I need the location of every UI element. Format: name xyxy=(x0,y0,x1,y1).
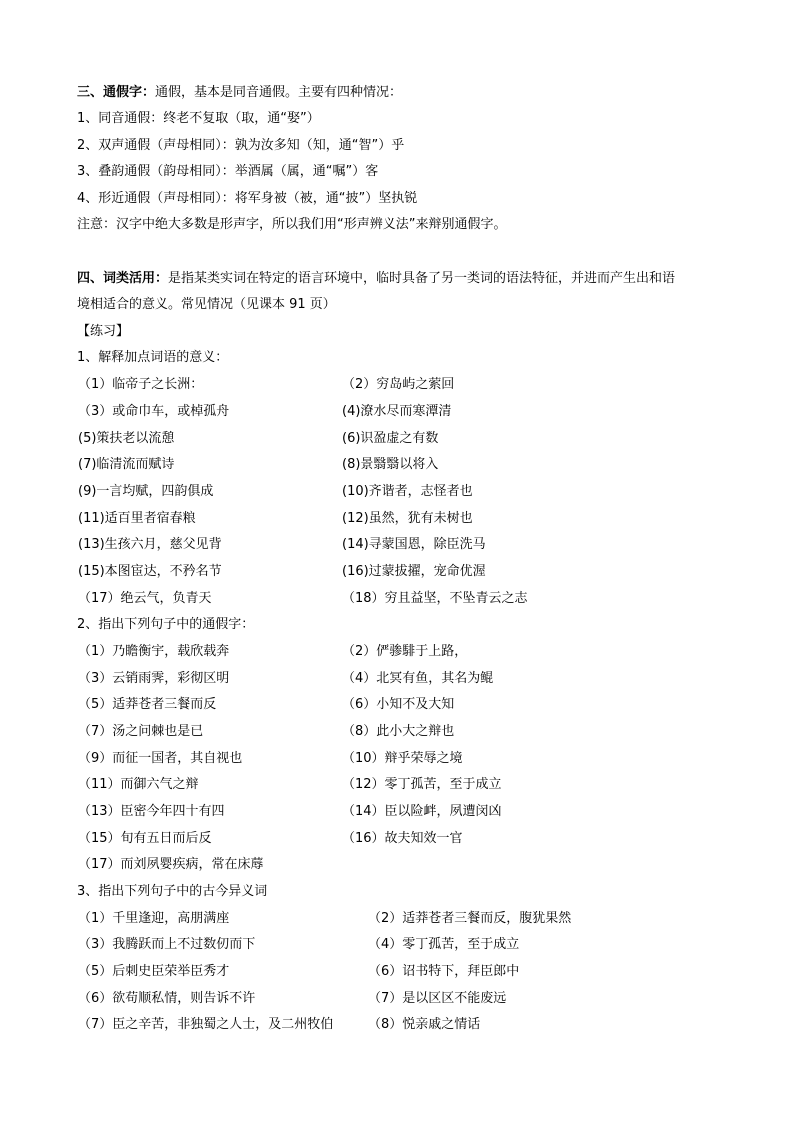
ex1-item: (4)潦水尽而寒潭清 xyxy=(342,404,452,419)
ex1-item: (5)策扶老以流憩 xyxy=(78,431,175,446)
ex3-item: （5）后刺史臣荣举臣秀才 xyxy=(78,964,230,979)
ex1-row xyxy=(0,403,794,421)
ex1-item: （3）或命巾车，或棹孤舟 xyxy=(78,404,230,419)
ex1-item: (16)过蒙拔擢，宠命优渥 xyxy=(342,564,486,579)
ex2-item: （5）适莽苍者三餐而反 xyxy=(78,697,217,712)
ex2-item: （17）而刘夙婴疾病，常在床蓐 xyxy=(78,857,264,872)
ex2-item: （3）云销雨霁，彩彻区明 xyxy=(78,671,230,686)
ex2-item: （1）乃瞻衡宇，载欣载奔 xyxy=(78,644,230,659)
ex1-item: (10)齐谐者，志怪者也 xyxy=(342,484,473,499)
ex2-item: （8）此小大之辩也 xyxy=(342,724,455,739)
section-4-heading: 四、词类活用： xyxy=(77,271,169,286)
ex2-item: （2）俨骖騑于上路， xyxy=(342,644,468,659)
ex2-item: （4）北冥有鱼，其名为鲲 xyxy=(342,671,494,686)
ex1-item: (15)本图宦达，不矜名节 xyxy=(78,564,222,579)
ex2-item: （14）臣以险衅，夙遭闵凶 xyxy=(342,804,502,819)
ex3-item: （7）是以区区不能废远 xyxy=(368,991,507,1006)
ex3-row xyxy=(0,1016,794,1034)
ex1-item: (14)寻蒙国恩，除臣洗马 xyxy=(342,537,486,552)
ex3-item: （6）欲苟顺私情，则告诉不许 xyxy=(78,991,256,1006)
ex2-row xyxy=(0,670,794,688)
section-4-intro-1: 是指某类实词在特定的语言环境中，临时具备了另一类词的语法特征，并进而产生出和语 xyxy=(168,271,676,286)
ex3-item: （3）我腾跃而上不过数仞而下 xyxy=(78,937,256,952)
section-3-note: 注意：汉字中绝大多数是形声字，所以我们用“形声辨义法”来辩别通假字。 xyxy=(77,217,507,232)
ex1-item: (11)适百里者宿春粮 xyxy=(78,511,196,526)
ex1-item: (12)虽然，犹有未树也 xyxy=(342,511,473,526)
ex2-row xyxy=(0,830,794,848)
ex1-item: (6)识盈虚之有数 xyxy=(342,431,439,446)
ex3-item: （4）零丁孤苦，至于成立 xyxy=(368,937,520,952)
ex3-item: （1）千里逢迎，高朋满座 xyxy=(78,911,230,926)
section-3-heading: 三、通假字： xyxy=(77,85,156,100)
ex3-item: （7）臣之辛苦，非独蜀之人士，及二州牧伯 xyxy=(78,1017,334,1032)
ex2-item: （6）小知不及大知 xyxy=(342,697,455,712)
ex2-row xyxy=(0,696,794,714)
ex1-row xyxy=(0,376,794,394)
ex3-row xyxy=(0,963,794,981)
practice-label: 【练习】 xyxy=(77,324,130,339)
section-3-item-1: 1、同音通假：终老不复取（取，通“娶”） xyxy=(77,111,320,126)
ex1-item: （2）穷岛屿之萦回 xyxy=(342,377,455,392)
ex2-row xyxy=(0,803,794,821)
section-4-line-1 xyxy=(77,270,675,288)
ex2-item: （13）臣密今年四十有四 xyxy=(78,804,225,819)
section-3-item-3: 3、叠韵通假（韵母相同）：举酒属（属，通“嘱”）客 xyxy=(77,164,379,179)
ex1-row xyxy=(0,510,794,528)
ex1-item: (8)景翳翳以将入 xyxy=(342,457,439,472)
ex1-item: (9)一言均赋，四韵俱成 xyxy=(78,484,214,499)
section-4-intro-2: 境相适合的意义。常见情况（见课本 91 页） xyxy=(77,297,336,312)
section-3-line xyxy=(77,84,402,102)
ex3-row xyxy=(0,910,794,928)
ex3-row xyxy=(0,936,794,954)
ex2-row xyxy=(0,750,794,768)
ex2-row xyxy=(0,723,794,741)
section-3-intro: 通假，基本是同音通假。主要有四种情况： xyxy=(155,85,403,100)
ex2-item: （11）而御六气之辩 xyxy=(78,777,199,792)
ex1-item: （1）临帝子之长洲： xyxy=(78,377,204,392)
ex3-item: （6）诏书特下，拜臣郎中 xyxy=(368,964,520,979)
ex2-item: （9）而征一国者，其自视也 xyxy=(78,751,243,766)
ex1-row xyxy=(0,483,794,501)
ex2-row xyxy=(0,643,794,661)
ex3-row xyxy=(0,990,794,1008)
ex1-row xyxy=(0,430,794,448)
ex1-row xyxy=(0,456,794,474)
section-3-item-4: 4、形近通假（声母相同）：将军身被（被，通“披”）坚执锐 xyxy=(77,191,418,206)
ex2-title: 2、指出下列句子中的通假字： xyxy=(77,617,255,632)
section-3-item-2: 2、双声通假（声母相同）：孰为汝多知（知，通“智”）乎 xyxy=(77,138,405,153)
ex3-item: （2）适莽苍者三餐而反，腹犹果然 xyxy=(368,911,572,926)
ex2-item: （15）旬有五日而后反 xyxy=(78,831,212,846)
ex2-item: （7）汤之问棘也是已 xyxy=(78,724,204,739)
ex3-title: 3、指出下列句子中的古今异义词 xyxy=(77,884,268,899)
ex2-row xyxy=(0,856,794,874)
ex2-item: （12）零丁孤苦，至于成立 xyxy=(342,777,502,792)
ex2-row xyxy=(0,776,794,794)
ex1-item: （18）穷且益坚，不坠青云之志 xyxy=(342,591,528,606)
ex1-item: （17）绝云气，负青天 xyxy=(78,591,212,606)
ex1-title: 1、解释加点词语的意义： xyxy=(77,350,229,365)
ex1-row xyxy=(0,590,794,608)
ex2-item: （16）故夫知效一官 xyxy=(342,831,463,846)
ex2-item: （10）辩乎荣辱之境 xyxy=(342,751,463,766)
ex1-item: (13)生孩六月，慈父见背 xyxy=(78,537,222,552)
ex1-row xyxy=(0,563,794,581)
ex3-item: （8）悦亲戚之情话 xyxy=(368,1017,481,1032)
ex1-row xyxy=(0,536,794,554)
ex1-item: (7)临清流而赋诗 xyxy=(78,457,175,472)
